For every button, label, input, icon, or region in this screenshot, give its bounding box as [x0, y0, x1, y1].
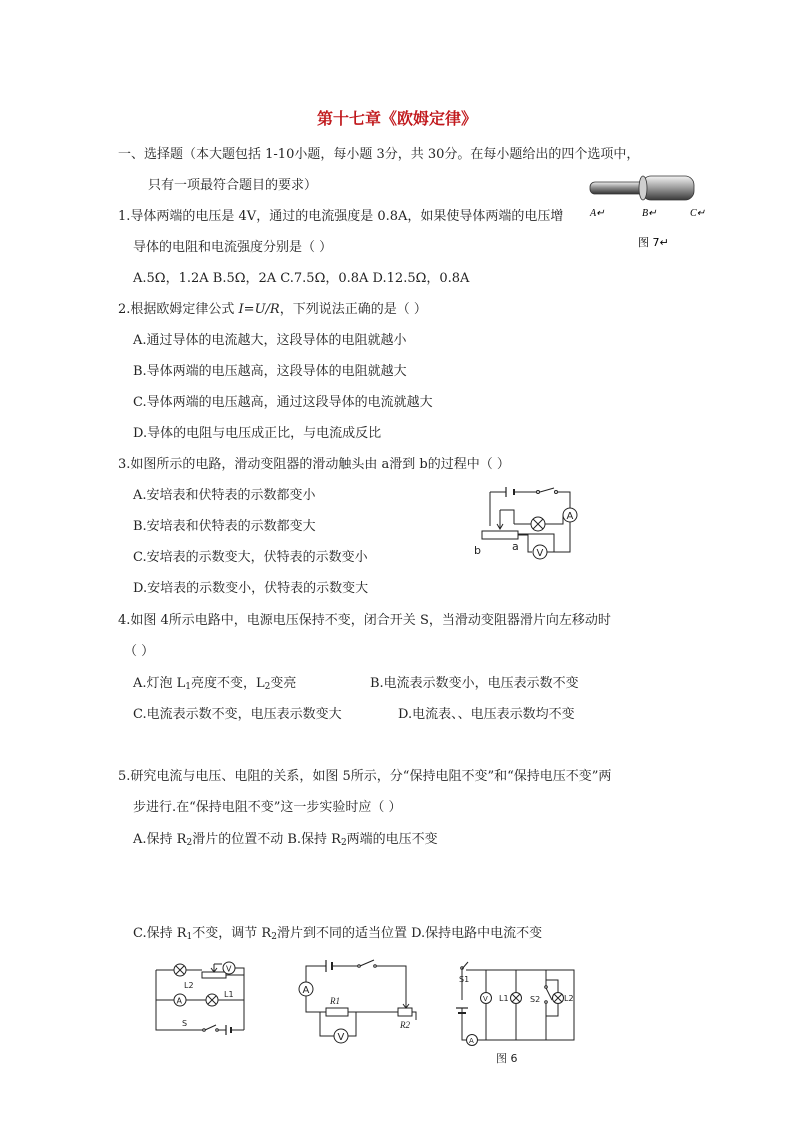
q5-ab-part1: A.保持 R [133, 832, 187, 847]
c3-l2-label: L2 [564, 994, 574, 1003]
c1-voltmeter-label: V [226, 964, 232, 974]
q3-label-a: a [512, 540, 519, 553]
c3-s1-label: S1 [459, 975, 470, 984]
circuit-figure-5 [294, 952, 424, 1048]
q5-cd-sub2: 2 [271, 932, 277, 942]
q4-line1: 4.如图 4所示电路中，电源电压保持不变，闭合开关 S，当滑动变阻器滑片向左移动时 [118, 613, 611, 628]
q1-options: A.5Ω，1.2A B.5Ω，2A C.7.5Ω，0.8A D.12.5Ω，0.8A [133, 271, 470, 286]
q3-stem: 3.如图所示的电路，滑动变阻器的滑动触头由 a滑到 b的过程中（ ） [118, 457, 510, 472]
q5-ab-sub2: 2 [340, 838, 347, 848]
c1-l2-label: L2 [184, 981, 194, 990]
q1-line1: 1.导体两端的电压是 4V，通过的电流强度是 0.8A，如果使导体两端的电压增 [118, 209, 564, 224]
c1-ammeter-label: A [176, 996, 182, 1006]
q4-a-part2: 亮度不变，L [191, 676, 265, 691]
q3-ammeter-label: A [566, 511, 574, 522]
q2-option-b: B.导体两端的电压越高，这段导体的电阻就越大 [133, 364, 407, 379]
q1-line2: 导体的电阻和电流强度分别是（ ） [133, 240, 333, 255]
c2-voltmeter-label: V [337, 1032, 345, 1043]
q4-option-b: B.电流表示数变小，电压表示数不变 [370, 676, 579, 691]
figure-6-caption: 图 6 [496, 1052, 518, 1065]
q4-option-a [133, 676, 296, 695]
q3-label-b: b [474, 544, 481, 557]
q2-formula: I=U/R [238, 302, 280, 317]
c3-l1-label: L1 [499, 994, 509, 1003]
circuit-figure-4 [152, 958, 272, 1038]
q4-a-part1: A.灯泡 L [133, 676, 186, 691]
c3-ammeter-label: A [469, 1037, 474, 1045]
q5-ab-sub1: 2 [186, 838, 193, 848]
q5-ab-part2: 滑片的位置不动 B.保持 R [192, 832, 341, 847]
figure-7-conductor [586, 170, 706, 250]
q3-voltmeter-label: V [536, 548, 544, 559]
q4-line2: （ ） [124, 644, 155, 659]
c2-r1-label: R1 [330, 996, 340, 1006]
q4-a-sub2: 2 [264, 682, 271, 692]
c2-ammeter-label: A [302, 985, 310, 996]
q3-option-d: D.安培表的示数变小，伏特表的示数变大 [133, 581, 369, 596]
fig7-label-c: C↵ [690, 208, 706, 219]
c3-s2-label: S2 [530, 995, 541, 1004]
circuit-figure-6 [438, 960, 578, 1066]
q5-line2: 步进行.在“保持电阻不变”这一步实验时应（ ） [133, 800, 402, 815]
q5-line1: 5.研究电流与电压、电阻的关系，如图 5所示，分“保持电阻不变”和“保持电压不变”两 [118, 769, 612, 784]
q2-option-c: C.导体两端的电压越高，通过这段导体的电流就越大 [133, 395, 433, 410]
q3-option-c: C.安培表的示数变大，伏特表的示数变小 [133, 550, 368, 565]
fig7-label-a: A↵ [590, 208, 605, 219]
q2-stem [118, 302, 427, 318]
q4-option-c: C.电流表示数不变，电压表示数变大 [133, 707, 342, 722]
q3-circuit-diagram [470, 484, 590, 564]
fig7-label-b: B↵ [642, 208, 657, 219]
q5-ab-part3: 两端的电压不变 [346, 832, 438, 847]
q2-stem-prefix: 2.根据欧姆定律公式 [118, 302, 239, 317]
q5-cd-part1: C.保持 R [133, 926, 187, 941]
c1-l1-label: L1 [224, 990, 234, 999]
c3-voltmeter-label: V [483, 995, 488, 1003]
page-title: 第十七章《欧姆定律》 [316, 109, 477, 128]
c2-r2-label: R2 [400, 1020, 410, 1030]
q3-option-a: A.安培表和伏特表的示数都变小 [133, 488, 316, 503]
q2-stem-suffix: ，下列说法正确的是（ ） [279, 302, 427, 317]
q5-cd-part2: 不变，调节 R [192, 926, 272, 941]
q5-options-ab [133, 832, 438, 851]
q4-a-sub1: 1 [185, 682, 192, 692]
section-heading-line1: 一、选择题（本大题包括 1-10小题，每小题 3分，共 30分。在每小题给出的四个选项中， [118, 147, 640, 162]
q3-option-b: B.安培表和伏特表的示数都变大 [133, 519, 316, 534]
q5-options-cd [133, 926, 542, 945]
q5-cd-part3: 滑片到不同的适当位置 D.保持电路中电流不变 [276, 926, 543, 941]
c1-switch-label: S [182, 1019, 188, 1028]
q2-option-d: D.导体的电阻与电压成正比，与电流成反比 [133, 426, 382, 441]
q4-option-d: D.电流表、、电压表示数均不变 [398, 707, 575, 722]
fig7-caption: 图 7↵ [638, 236, 669, 249]
q2-option-a: A.通过导体的电流越大，这段导体的电阻就越小 [133, 333, 407, 348]
q5-cd-sub1: 1 [186, 932, 193, 942]
q4-a-part3: 变亮 [270, 676, 297, 691]
section-heading-line2: 只有一项最符合题目的要求） [148, 178, 318, 193]
